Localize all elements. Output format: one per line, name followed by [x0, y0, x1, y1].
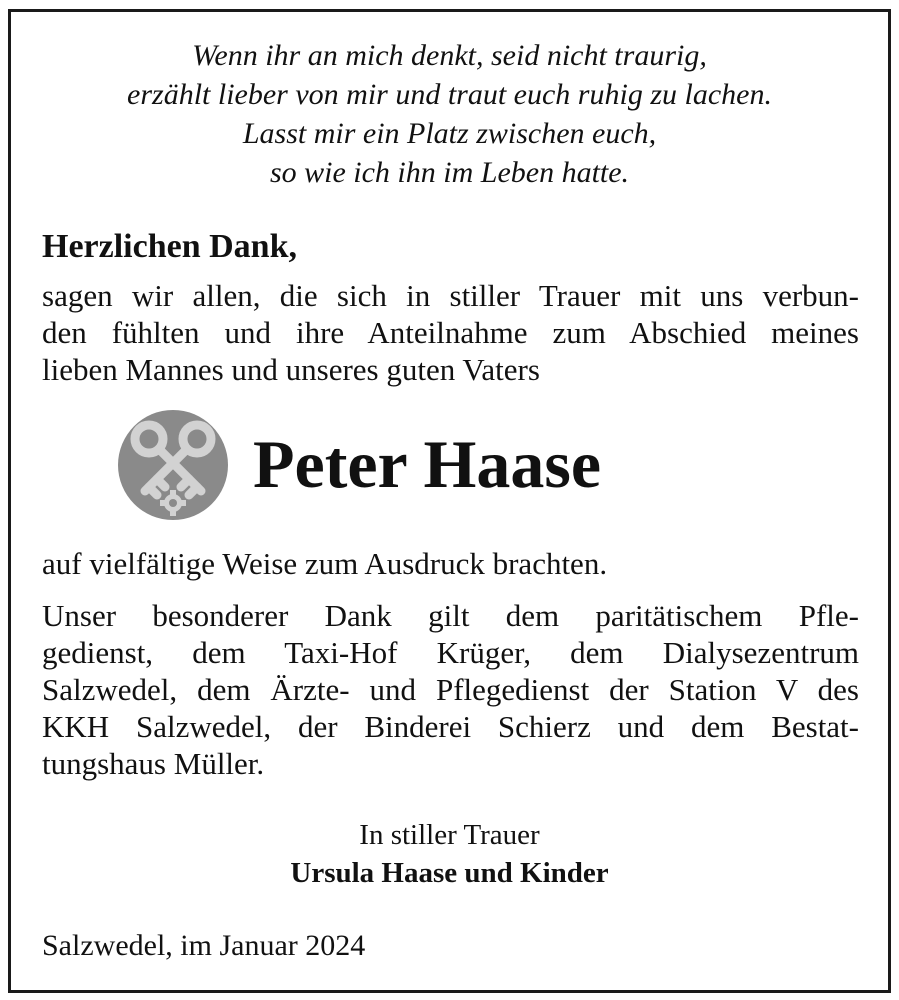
signature-intro: In stiller Trauer — [359, 819, 540, 851]
special-thanks-line: KKH Salzwedel, der Binderei Schierz und dem Bestat- — [42, 709, 859, 744]
poem-line: erzählt lieber von mir und traut euch ruhig zu lachen. — [127, 78, 772, 111]
poem-line: so wie ich ihn im Leben hatte. — [269, 156, 630, 189]
special-thanks-line: tungshaus Müller. — [42, 746, 265, 781]
signature-names: Ursula Haase und Kinder — [290, 857, 609, 889]
special-thanks-line: gedienst, dem Taxi-Hof Krüger, dem Dialysezentrum — [42, 635, 859, 670]
thanks-intro-line: den fühlten und ihre Anteilnahme zum Abschied meines — [42, 315, 859, 350]
deceased-name: Peter Haase — [253, 426, 602, 502]
place-date: Salzwedel, im Januar 2024 — [42, 929, 366, 962]
crossed-keys-emblem-icon — [117, 409, 229, 521]
special-thanks-line: Unser besonderer Dank gilt dem paritätischem Pfle- — [42, 598, 859, 633]
thanks-intro — [42, 277, 859, 388]
poem-line: Lasst mir ein Platz zwischen euch, — [242, 117, 657, 150]
closing-line — [42, 545, 859, 582]
closing-line-text: auf vielfältige Weise zum Ausdruck brachten. — [42, 546, 608, 581]
thanks-heading: Herzlichen Dank, — [42, 228, 297, 265]
special-thanks — [42, 597, 859, 782]
thanks-intro-line: lieben Mannes und unseres guten Vaters — [42, 352, 540, 387]
thanks-intro-line: sagen wir allen, die sich in stiller Trauer mit uns verbun- — [42, 278, 859, 313]
obituary-notice — [8, 9, 891, 993]
poem-line: Wenn ihr an mich denkt, seid nicht traurig, — [192, 39, 707, 72]
memorial-poem — [11, 36, 888, 192]
special-thanks-line: Salzwedel, dem Ärzte- und Pflegedienst der Station V des — [42, 672, 859, 707]
